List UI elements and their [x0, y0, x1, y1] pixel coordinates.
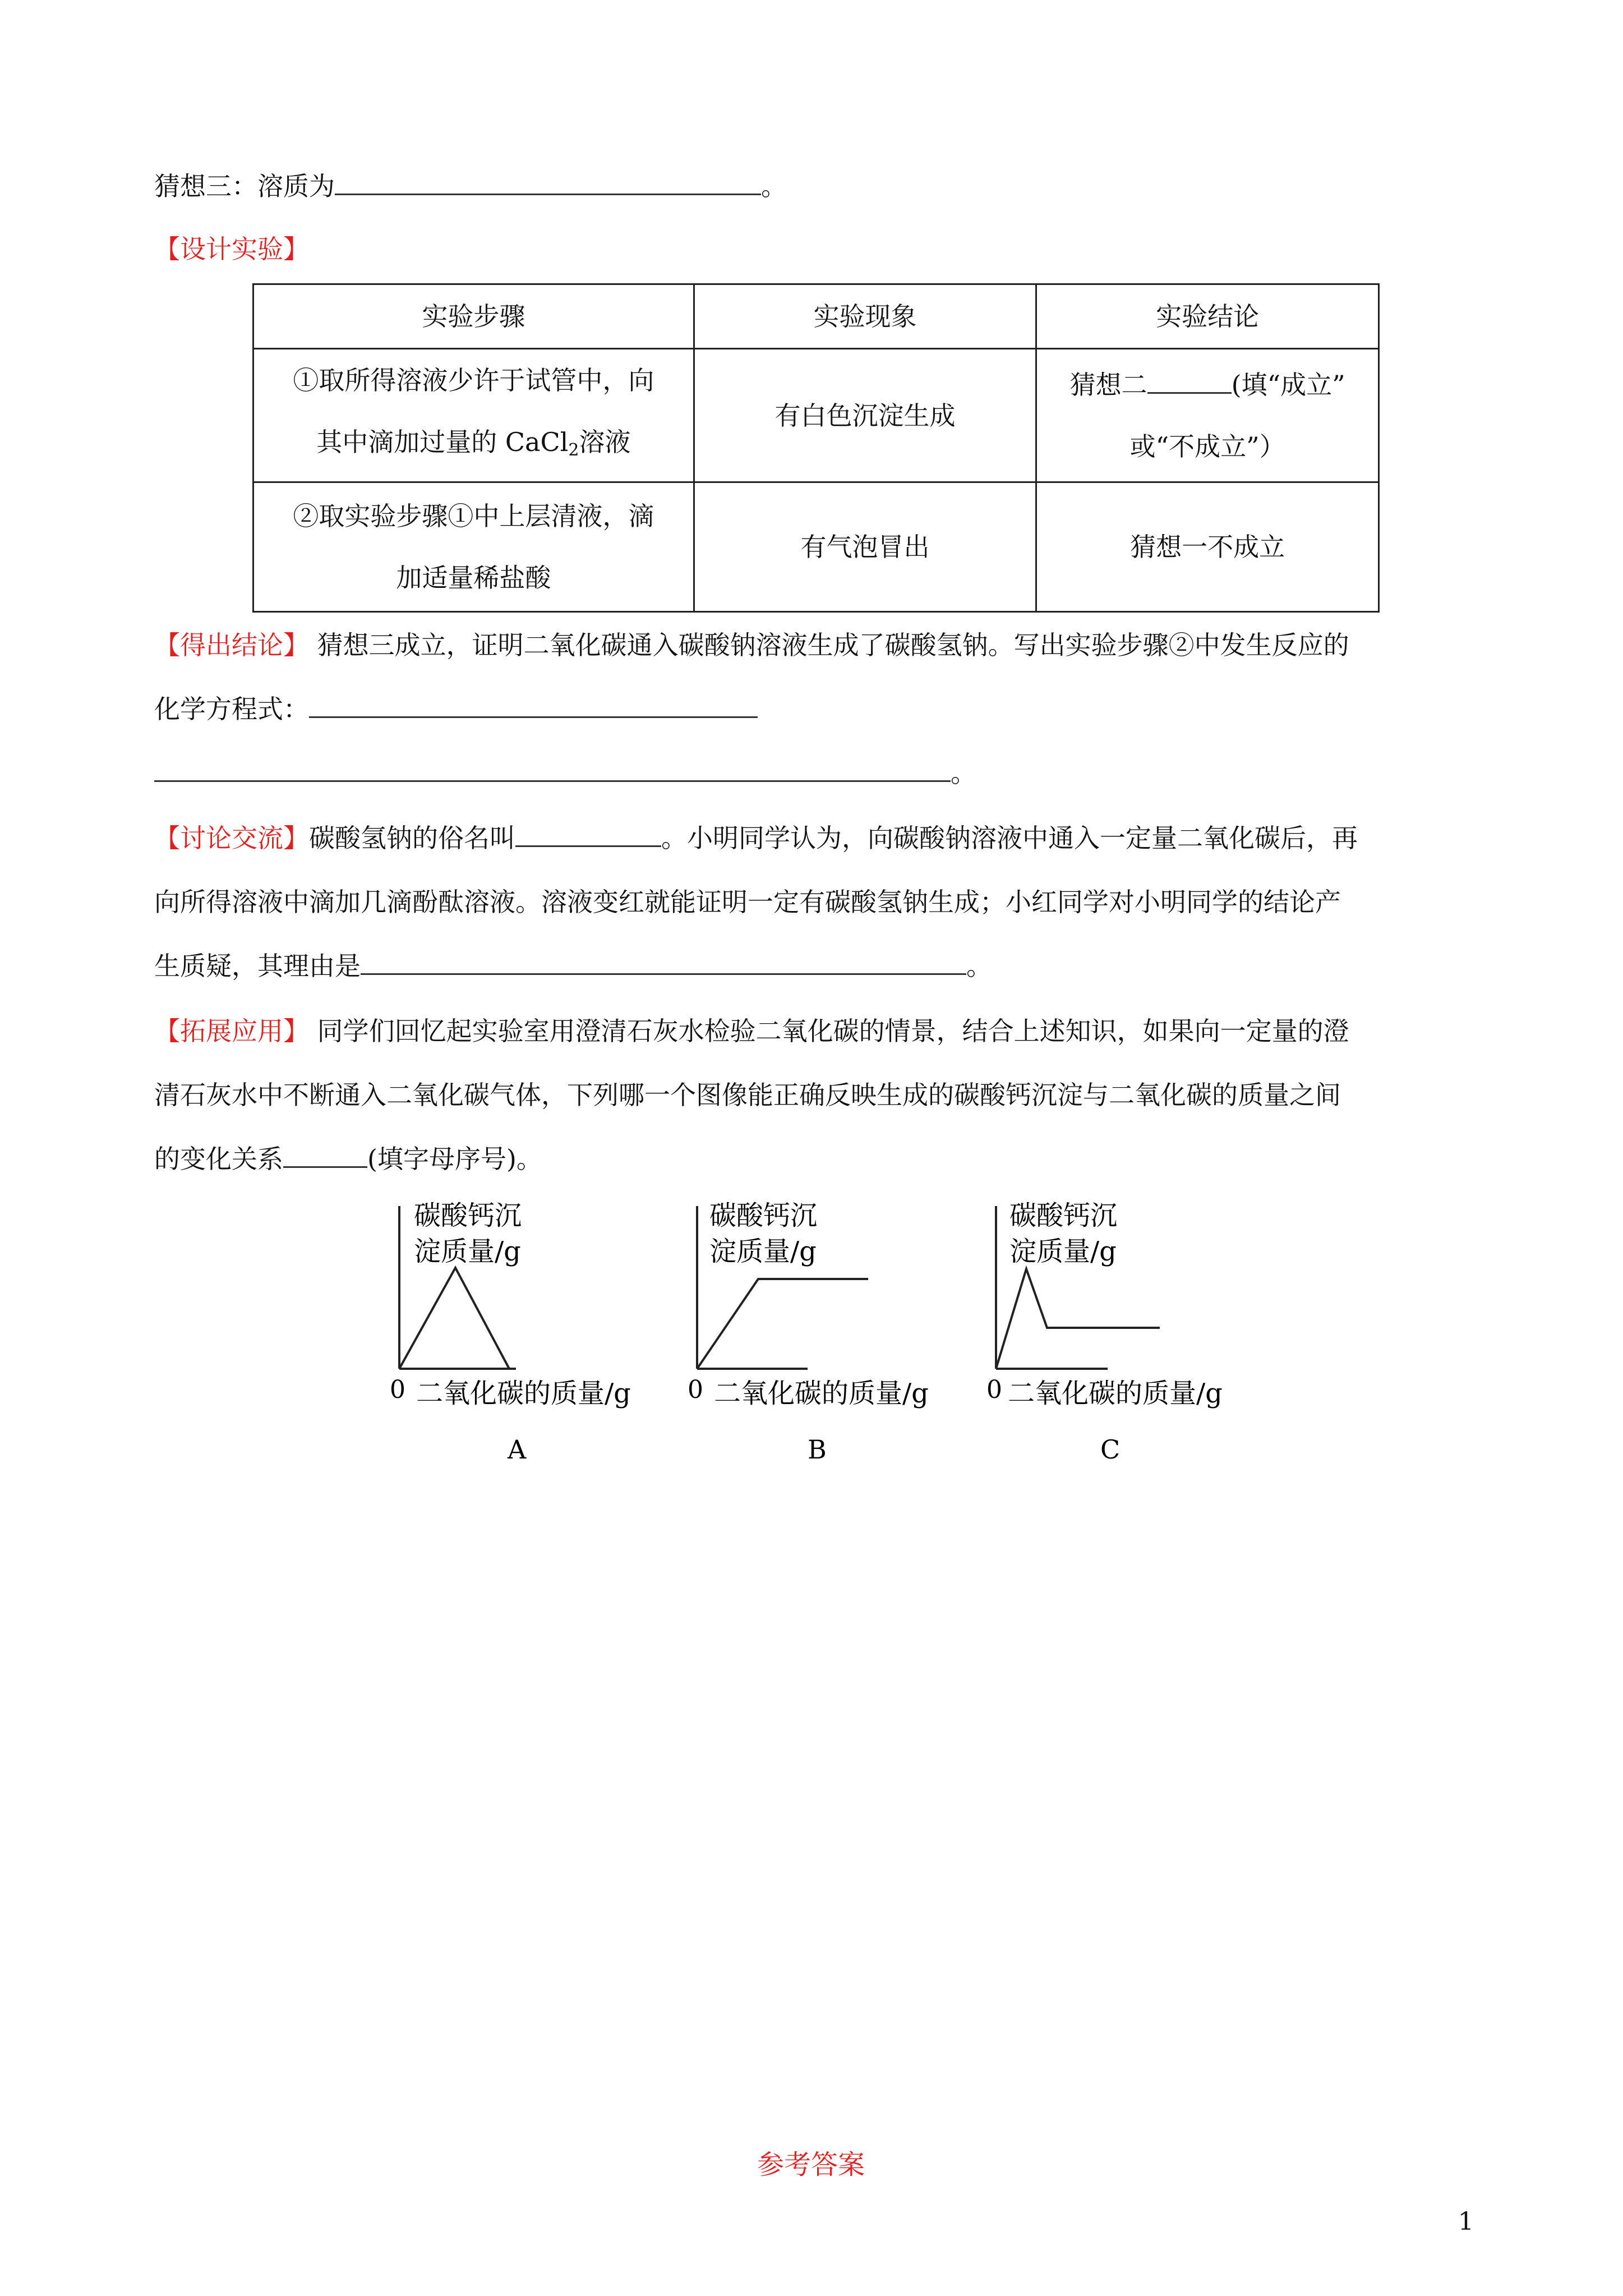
graph-c-xlabel: 二氧化碳的质量/g — [1008, 1378, 1223, 1409]
graph-c-ylabel-2: 淀质量/g — [1009, 1236, 1117, 1267]
conjecture3-label: 猜想三：溶质为 — [154, 171, 335, 201]
discussion-line2 — [154, 884, 1341, 920]
graph-choice-blank[interactable] — [283, 1144, 367, 1168]
graph-b-ylabel-2: 淀质量/g — [709, 1236, 817, 1267]
row1-conclusion-line1 — [1054, 354, 1361, 416]
discussion-text2: 向所得溶液中滴加几滴酚酞溶液。溶液变红就能证明一定有碳酸氢钠生成；小红同学对小明同学的结论产 — [154, 887, 1341, 917]
graph-c-origin: 0 — [986, 1375, 1002, 1404]
row2-step — [253, 482, 694, 612]
result-line3 — [154, 755, 976, 791]
equation-blank-1[interactable] — [309, 694, 758, 718]
header-conclusion: 实验结论 — [1036, 284, 1379, 349]
row1-conclusion — [1036, 349, 1379, 482]
graph-b-origin: 0 — [688, 1375, 703, 1404]
row1-phenomenon: 有白色沉淀生成 — [694, 349, 1036, 482]
extension-heading: 【拓展应用】 — [154, 1016, 309, 1046]
row2-conclusion: 猜想一不成立 — [1036, 482, 1379, 612]
row1-step-text: 其中滴加过量的 CaCl — [316, 427, 569, 457]
row1-step-subscript: 2 — [568, 440, 579, 460]
extension-line1 — [154, 1013, 1349, 1049]
graph-b-letter: B — [808, 1434, 827, 1465]
conjecture3-end: 。 — [761, 171, 787, 201]
result-end: 。 — [951, 758, 976, 788]
result-equation-label: 化学方程式： — [154, 694, 309, 724]
graphs-figure — [0, 1178, 1623, 1492]
graph-c-ylabel-1: 碳酸钙沉 — [1009, 1200, 1118, 1231]
graph-b — [688, 1200, 929, 1465]
extension-text3a: 的变化关系 — [154, 1144, 283, 1174]
extension-line3 — [154, 1141, 542, 1177]
graph-c-letter: C — [1100, 1434, 1121, 1465]
common-name-blank[interactable] — [515, 823, 661, 847]
extension-line2 — [154, 1077, 1341, 1113]
design-heading: 【设计实验】 — [154, 234, 309, 264]
row1-conclusion-text: 猜想二 — [1069, 369, 1147, 400]
answer-key-heading: 参考答案 — [757, 2149, 865, 2180]
discussion-text1b: 。小明同学认为，向碳酸钠溶液中通入一定量二氧化碳后，再 — [661, 823, 1358, 853]
experiment-table — [252, 283, 1380, 613]
row1-conclusion-blank[interactable] — [1147, 370, 1232, 394]
discussion-end: 。 — [966, 951, 992, 981]
row2-phenomenon: 有气泡冒出 — [694, 482, 1036, 612]
row2-step-line1: ②取实验步骤①中上层清液，滴 — [293, 501, 654, 531]
row1-step — [253, 349, 694, 482]
discussion-text1a: 碳酸氢钠的俗名叫 — [309, 823, 515, 853]
graph-c — [986, 1200, 1223, 1465]
graph-a-letter: A — [508, 1434, 527, 1465]
conjecture3-line — [154, 168, 787, 204]
result-line2 — [154, 691, 758, 727]
discussion-heading: 【讨论交流】 — [154, 823, 309, 853]
equation-blank-2[interactable] — [154, 758, 951, 782]
extension-text1: 同学们回忆起实验室用澄清石灰水检验二氧化碳的情景，结合上述知识，如果向一定量的澄 — [309, 1016, 1349, 1046]
graph-b-curve — [697, 1279, 868, 1369]
discussion-text3: 生质疑，其理由是 — [154, 951, 361, 981]
extension-text3b: (填字母序号)。 — [367, 1144, 542, 1174]
graph-c-curve — [996, 1269, 1160, 1369]
header-phenomenon: 实验现象 — [694, 284, 1036, 349]
header-steps: 实验步骤 — [253, 284, 694, 349]
graph-b-xlabel: 二氧化碳的质量/g — [714, 1378, 929, 1409]
result-text: 猜想三成立，证明二氧化碳通入碳酸钠溶液生成了碳酸氢钠。写出实验步骤②中发生反应的 — [309, 630, 1349, 660]
graph-a — [390, 1200, 631, 1465]
table-header-row — [253, 284, 1379, 349]
row1-step-line2 — [271, 411, 676, 481]
table-row — [253, 349, 1379, 482]
result-line1 — [154, 627, 1349, 663]
row1-conclusion-hint: (填“成立” — [1231, 369, 1345, 400]
row2-step-line2: 加适量稀盐酸 — [396, 563, 551, 593]
graph-b-ylabel-1: 碳酸钙沉 — [709, 1200, 818, 1231]
graph-a-ylabel-2: 淀质量/g — [414, 1236, 521, 1267]
conjecture3-blank[interactable] — [335, 171, 761, 195]
row1-step-line1: ①取所得溶液少许于试管中，向 — [293, 365, 654, 395]
reason-blank[interactable] — [361, 951, 966, 975]
graph-a-curve — [399, 1268, 509, 1369]
graph-a-ylabel-1: 碳酸钙沉 — [414, 1200, 522, 1231]
graph-a-origin: 0 — [390, 1375, 405, 1404]
table-row — [253, 482, 1379, 612]
row1-step-text-end: 溶液 — [579, 427, 631, 457]
graph-a-xlabel: 二氧化碳的质量/g — [416, 1378, 631, 1409]
discussion-line3 — [154, 948, 992, 984]
result-heading: 【得出结论】 — [154, 630, 309, 660]
row1-conclusion-line2: 或“不成立”） — [1129, 431, 1285, 462]
extension-text2: 清石灰水中不断通入二氧化碳气体，下列哪一个图像能正确反映生成的碳酸钙沉淀与二氧化碳的质量之间 — [154, 1080, 1341, 1110]
discussion-line1 — [154, 820, 1358, 856]
page-number: 1 — [1458, 2207, 1474, 2236]
